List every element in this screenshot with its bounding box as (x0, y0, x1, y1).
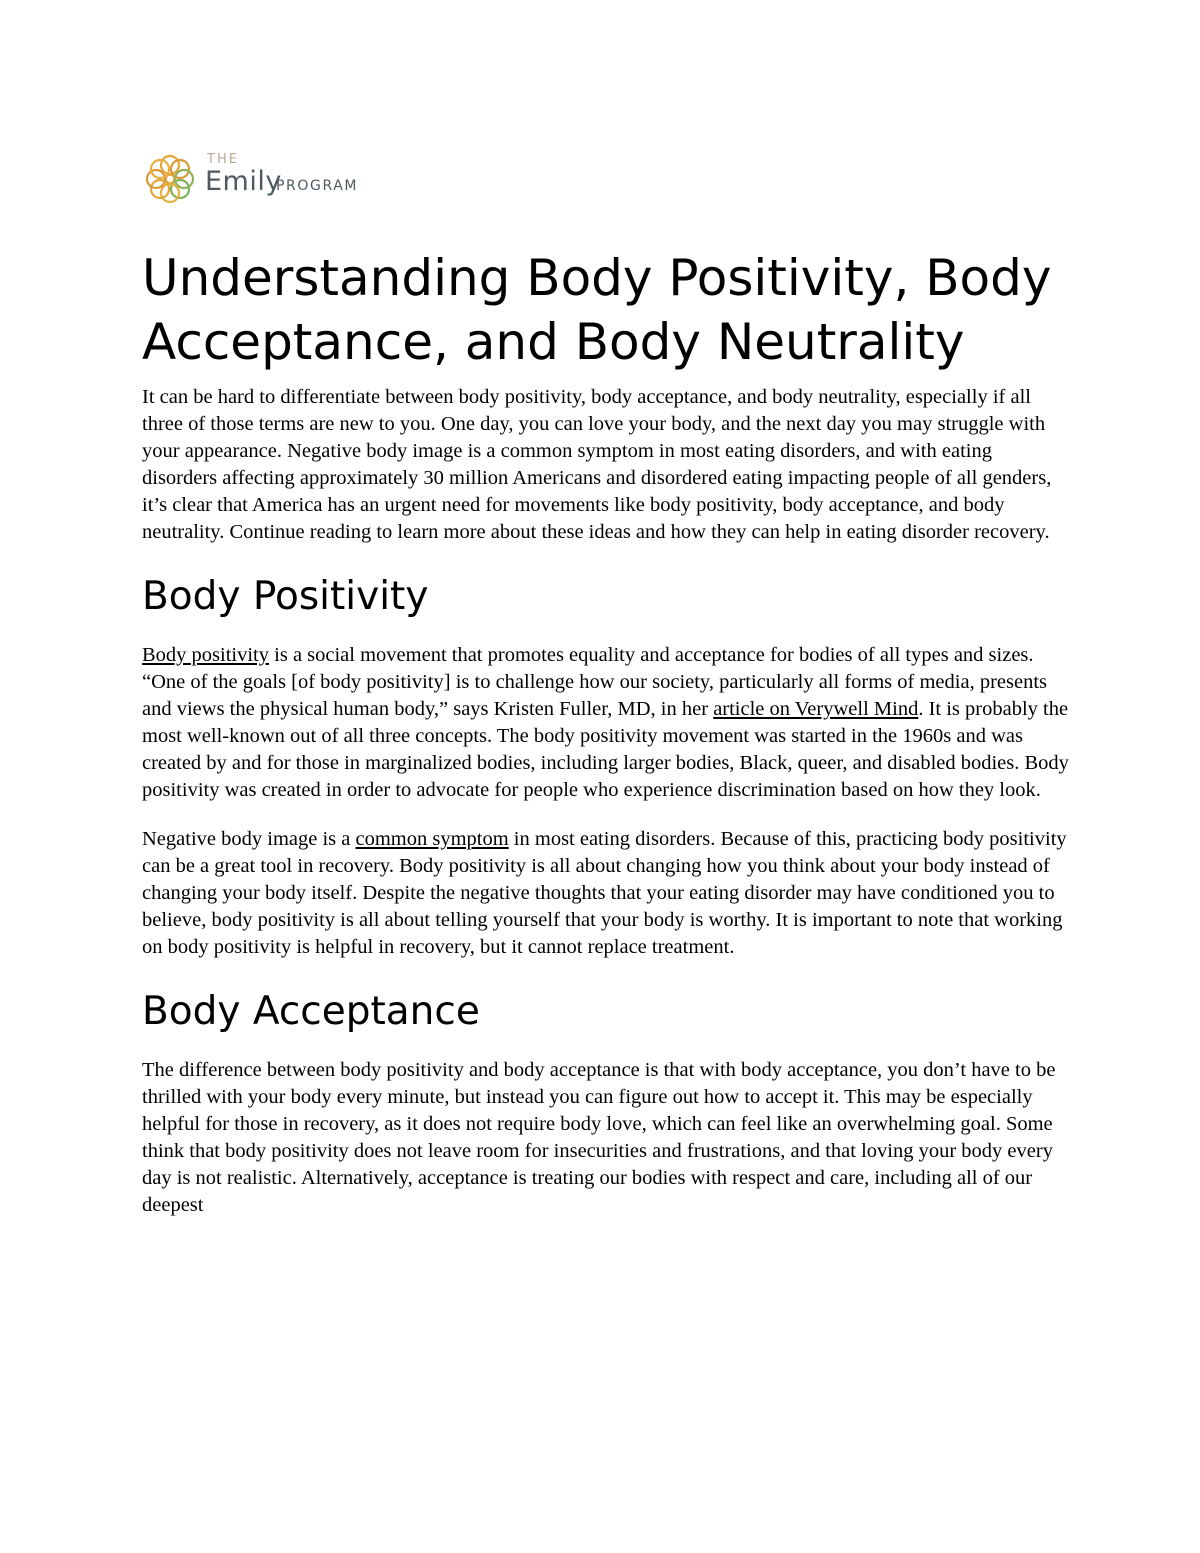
verywell-mind-article-link[interactable]: article on Verywell Mind (713, 698, 919, 720)
intro-paragraph: It can be hard to differentiate between body positivity, body acceptance, and body neutrality, especially if all three of those terms are new to you. One day, you can love your body, and the next day you may struggle with your appearance. Negative body image is a common symptom in most eating disorders, and with eating disorders affecting approximately 30 million Americans and disordered eating impacting people of all genders, it’s clear that America has an urgent need for movements like body positivity, body acceptance, and body neutrality. Continue reading to learn more about these ideas and how they can help in eating disorder recovery. (142, 386, 1052, 543)
document-content (142, 246, 1072, 1219)
paragraph-text: . It is probably the most well-known out of all three concepts. The body positivity movement was started in the 1960s and was created by and for those in marginalized bodies, including larger bodies, Black, queer, and disabled bodies. Body positivity was created in order to advocate for people who experience discrimination based on how they look. (142, 698, 1069, 801)
page-title: Understanding Body Positivity, Body Acceptance, and Body Neutrality (142, 249, 1052, 371)
paragraph-text: is a social movement that promotes equality and acceptance for bodies of all types and sizes. “One of the goals [of body positivity] is to challenge how our society, particularly all forms of media, presents and views the physical human body,” says Kristen Fuller, MD, in her (142, 644, 1047, 720)
body-positivity-paragraph-1 (142, 642, 1072, 804)
emily-program-logo (143, 150, 443, 208)
logo-the-text: THE (207, 152, 239, 167)
paragraph-text: in most eating disorders. Because of this, practicing body positivity can be a great tool in recovery. Body positivity is all about changing how you think about your body instead of changing your body itself. Despite the negative thoughts that your eating disorder may have conditioned you to believe, body positivity is all about telling yourself that your body is worthy. It is important to note that working on body positivity is helpful in recovery, but it cannot replace treatment. (142, 828, 1067, 958)
flower-logo-icon (143, 152, 197, 206)
section-heading-body-positivity: Body Positivity (142, 574, 429, 619)
section-heading-body-acceptance: Body Acceptance (142, 989, 480, 1034)
body-acceptance-paragraph-1: The difference between body positivity and body acceptance is that with body acceptance, you don’t have to be thrilled with your body every minute, but instead you can figure out how to accept it. This may be especially helpful for those in recovery, as it does not require body love, which can feel like an overwhelming goal. Some think that body positivity does not leave room for insecurities and frustrations, and that loving your body every day is not realistic. Alternatively, acceptance is treating our bodies with respect and care, including all of our deepest (142, 1059, 1056, 1216)
common-symptom-link[interactable]: common symptom (355, 828, 509, 850)
paragraph-text: Negative body image is a (142, 828, 356, 850)
body-positivity-paragraph-2 (142, 826, 1072, 961)
body-positivity-link[interactable]: Body positivity (142, 644, 270, 666)
logo-emily-text: Emily (205, 166, 282, 197)
logo-wordmark (203, 150, 443, 208)
logo-program-text: PROGRAM (276, 178, 359, 194)
